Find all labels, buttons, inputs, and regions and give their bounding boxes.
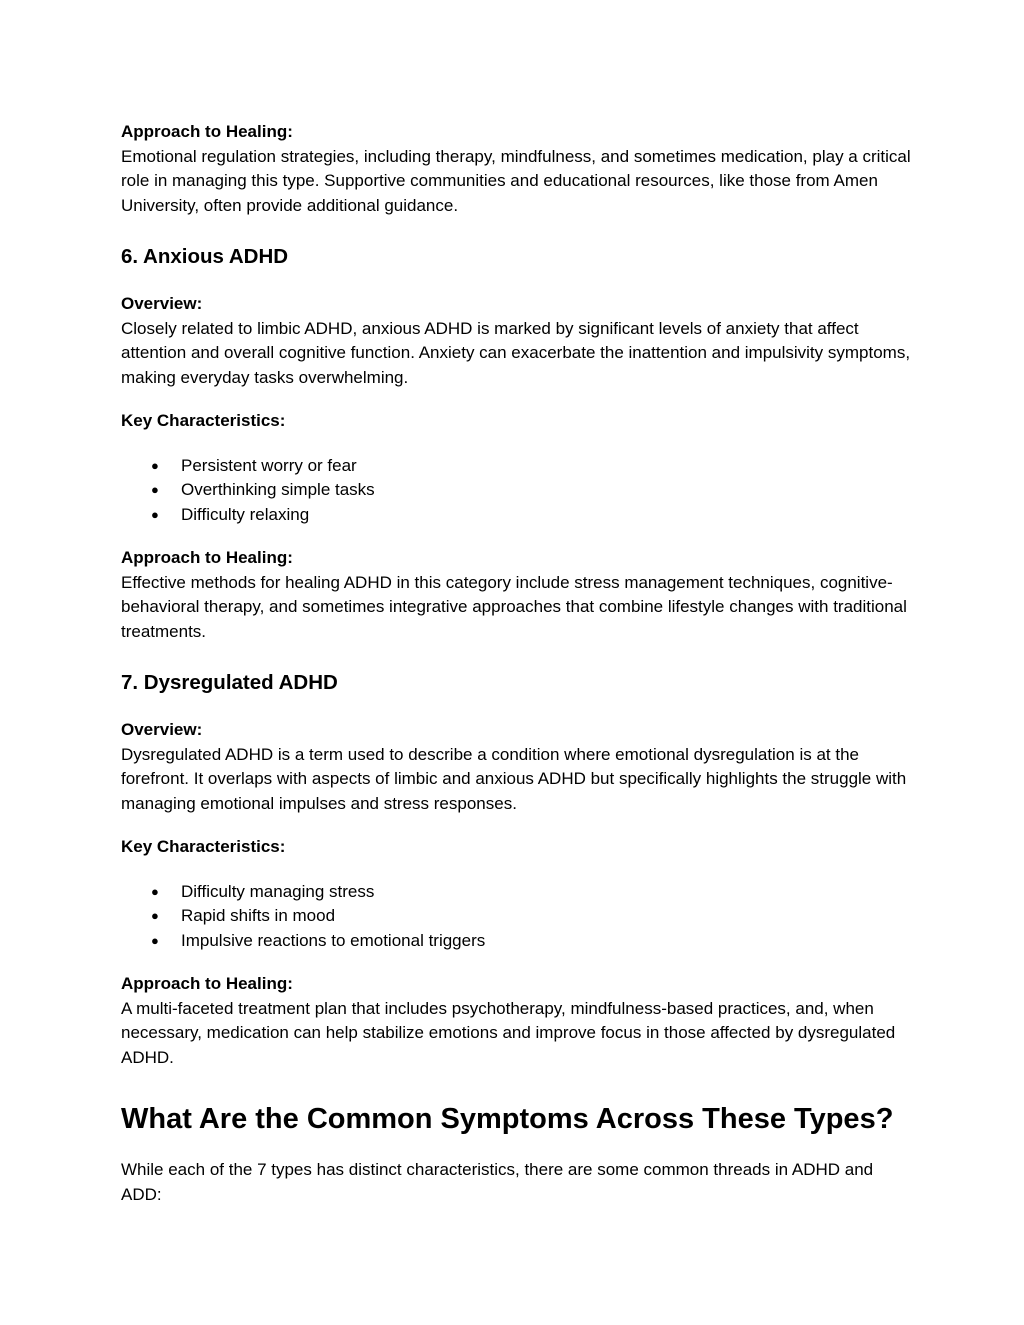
list-item: [121, 929, 911, 954]
intro-approach-text: Emotional regulation strategies, including therapy, mindfulness, and sometimes medication, play a critical role in managing this type. Supportive communities and educational resources, like those from Amen University, often provide additional guidance.: [121, 146, 911, 215]
section-6-overview-label: Overview:: [121, 294, 203, 313]
section-6-key-label: Key Characteristics:: [121, 411, 286, 430]
common-symptoms-text: While each of the 7 types has distinct characteristics, there are some common threads in ADHD and ADD:: [121, 1160, 874, 1204]
bullet-icon: ●: [151, 506, 159, 522]
list-item-text: Difficulty relaxing: [181, 504, 310, 524]
list-item: [121, 478, 911, 503]
list-item-text: Impulsive reactions to emotional triggers: [181, 930, 486, 950]
bullet-icon: ●: [151, 457, 159, 473]
document-page: [121, 120, 911, 1207]
bullet-icon: ●: [151, 932, 159, 948]
section-7-approach-block: [121, 972, 911, 1070]
intro-approach-block: [121, 120, 911, 218]
section-7-bullet-list: [121, 880, 911, 954]
bullet-icon: ●: [151, 482, 159, 497]
bullet-icon: ●: [151, 908, 159, 923]
section-6-approach-label: Approach to Healing:: [121, 548, 293, 567]
section-7-approach-text: A multi-faceted treatment plan that includes psychotherapy, mindfulness-based practices, and, when necessary, medication can help stabilize emotions and improve focus in those affected by dysregulated ADHD.: [121, 998, 896, 1067]
section-7-heading: 7. Dysregulated ADHD: [121, 671, 338, 694]
section-7-overview-block: [121, 718, 911, 816]
list-item-text: Persistent worry or fear: [181, 455, 357, 475]
section-6-approach-block: [121, 546, 911, 644]
section-6-bullet-list: [121, 454, 911, 528]
section-6-overview-text: Closely related to limbic ADHD, anxious ADHD is marked by significant levels of anxiety that affect attention and overall cognitive function. Anxiety can exacerbate the inattention and impulsivity symptoms, making everyday tasks overwhelming.: [121, 318, 911, 387]
list-item: [121, 904, 911, 929]
bullet-icon: ●: [151, 883, 159, 899]
section-6-overview-block: [121, 292, 911, 390]
section-7-overview-label: Overview:: [121, 720, 203, 739]
intro-approach-label: Approach to Healing:: [121, 122, 293, 141]
list-item: [121, 880, 911, 905]
list-item-text: Rapid shifts in mood: [181, 906, 336, 925]
section-6-heading: 6. Anxious ADHD: [121, 245, 289, 268]
section-7-approach-label: Approach to Healing:: [121, 974, 293, 993]
section-7-key-label: Key Characteristics:: [121, 837, 286, 856]
list-item-text: Overthinking simple tasks: [181, 480, 375, 499]
section-6-approach-text: Effective methods for healing ADHD in this category include stress management techniques, cognitive-behavioral therapy, and sometimes integrative approaches that combine lifestyle changes with traditional treatments.: [121, 572, 907, 641]
list-item-text: Difficulty managing stress: [181, 881, 375, 901]
list-item: [121, 503, 911, 528]
section-7-overview-text: Dysregulated ADHD is a term used to describe a condition where emotional dysregulation is at the forefront. It overlaps with aspects of limbic and anxious ADHD but specifically highlights the struggle with managing emotional impulses and stress responses.: [121, 744, 907, 813]
common-symptoms-heading: What Are the Common Symptoms Across These Types?: [121, 1103, 894, 1135]
list-item: [121, 454, 911, 479]
